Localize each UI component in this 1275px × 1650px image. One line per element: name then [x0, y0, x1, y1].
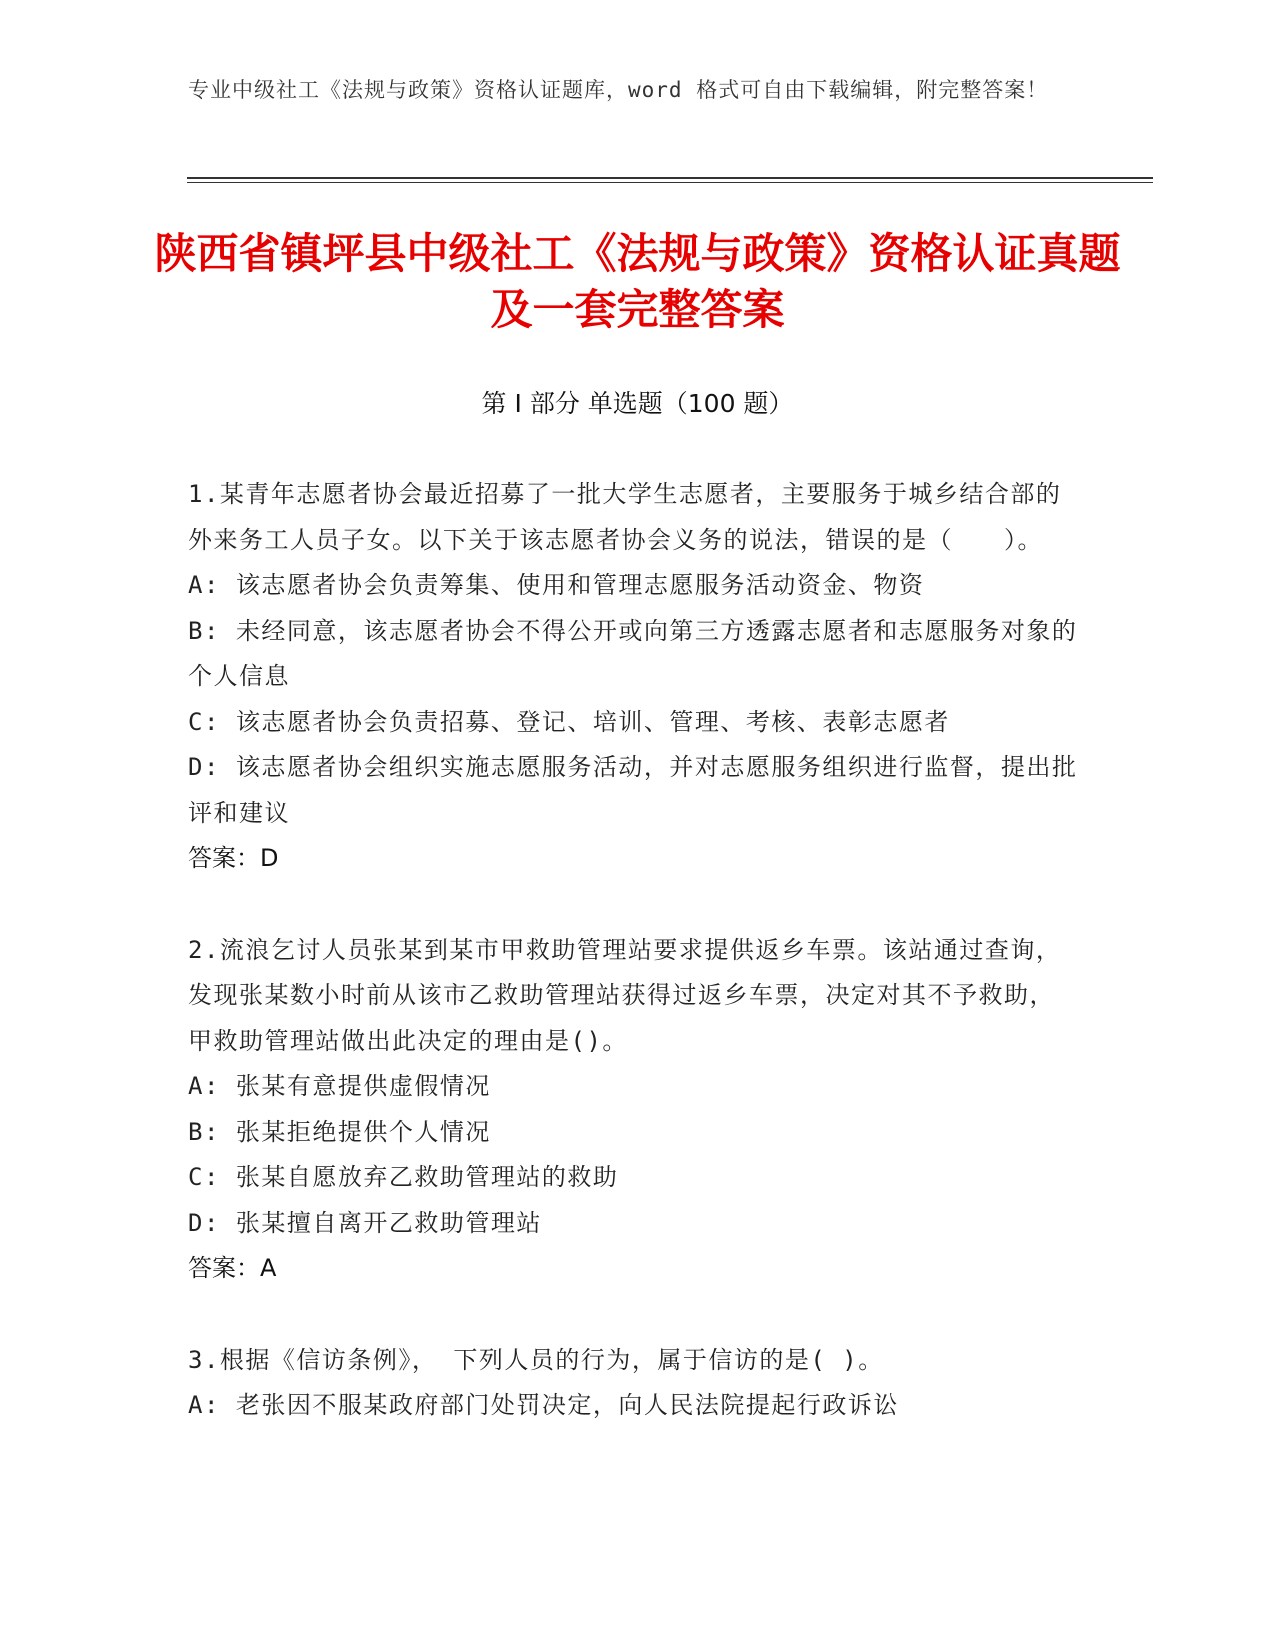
- header-divider: [187, 177, 1153, 179]
- question-stem: 3.根据《信访条例》， 下列人员的行为，属于信访的是( )。: [188, 1345, 884, 1374]
- section-title: 第 I 部分 单选题（100 题）: [481, 389, 794, 418]
- option-a: A: 老张因不服某政府部门处罚决定，向人民法院提起行政诉讼: [188, 1391, 899, 1419]
- option-a: A: 张某有意提供虚假情况: [188, 1072, 491, 1100]
- question-1: [188, 472, 1078, 882]
- option-b: B: 张某拒绝提供个人情况: [188, 1117, 491, 1146]
- header-note: 专业中级社工《法规与政策》资格认证题库，word 格式可自由下载编辑，附完整答案！: [188, 78, 1049, 102]
- header-divider-thin: [187, 182, 1153, 183]
- document-title: 陕西省镇坪县中级社工《法规与政策》资格认证真题及一套完整答案: [154, 229, 1121, 334]
- option-c: C: 该志愿者协会负责招募、登记、培训、管理、考核、表彰志愿者: [188, 707, 950, 736]
- question-stem: 2.流浪乞讨人员张某到某市甲救助管理站要求提供返乡车票。该站通过查询，发现张某数小时前从该市乙救助管理站获得过返乡车票，决定对其不予救助，甲救助管理站做出此决定的理由是()。: [188, 935, 1062, 1055]
- option-a: A: 该志愿者协会负责筹集、使用和管理志愿服务活动资金、物资: [188, 571, 925, 599]
- option-d: D: 该志愿者协会组织实施志愿服务活动，并对志愿服务组织进行监督，提出批评和建议: [188, 753, 1078, 827]
- answer: 答案：D: [188, 844, 279, 872]
- option-d: D: 张某擅自离开乙救助管理站: [188, 1208, 542, 1237]
- question-2: [188, 928, 1078, 1292]
- option-b: B: 未经同意，该志愿者协会不得公开或向第三方透露志愿者和志愿服务对象的个人信息: [188, 616, 1078, 690]
- question-3: [188, 1338, 1078, 1429]
- option-c: C: 张某自愿放弃乙救助管理站的救助: [188, 1163, 619, 1191]
- question-stem: 1.某青年志愿者协会最近招募了一批大学生志愿者，主要服务于城乡结合部的外来务工人员子女。以下关于该志愿者协会义务的说法，错误的是（ ）。: [188, 480, 1062, 554]
- answer: 答案：A: [188, 1254, 277, 1282]
- question-list: [188, 472, 1078, 1475]
